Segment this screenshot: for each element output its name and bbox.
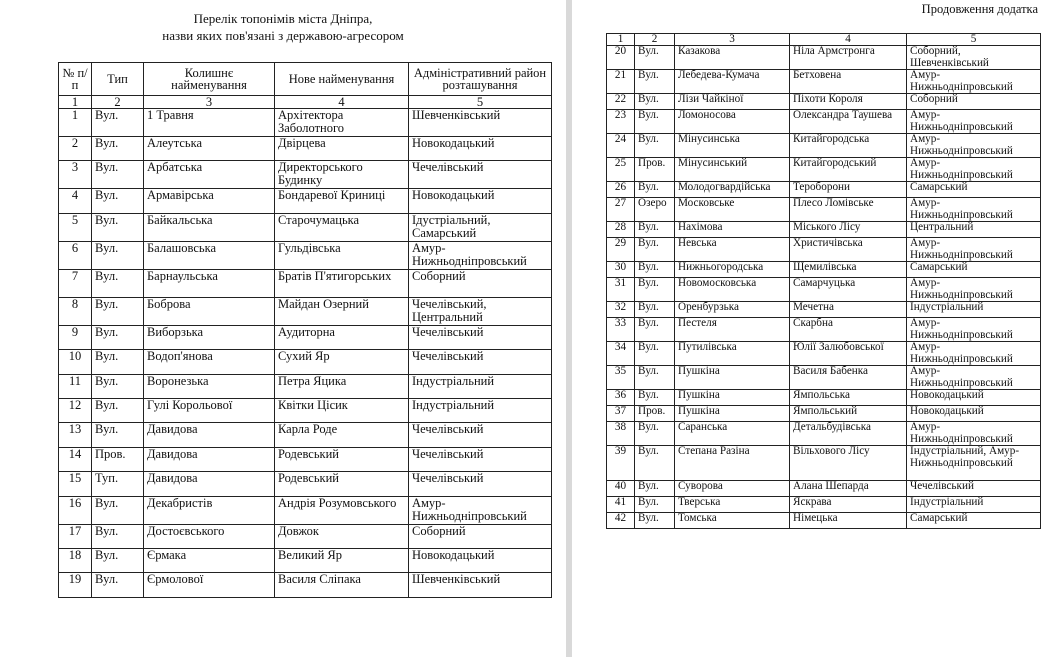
- old-name: Боброва: [144, 297, 275, 325]
- old-name: Новомосковська: [675, 278, 790, 302]
- street-type: Вул.: [92, 496, 144, 524]
- table-row: [607, 238, 1041, 262]
- row-number: 36: [607, 390, 635, 406]
- new-name: Старочумацька: [275, 213, 409, 241]
- new-name: Вільхового Лісу: [790, 446, 907, 481]
- new-name: Плесо Ломівське: [790, 198, 907, 222]
- street-type: Озеро: [635, 198, 675, 222]
- street-type: Вул.: [635, 222, 675, 238]
- street-type: Вул.: [635, 390, 675, 406]
- new-name: Олександра Таушева: [790, 110, 907, 134]
- column-number: 4: [790, 34, 907, 46]
- table-row: [607, 70, 1041, 94]
- new-name: Петра Яцика: [275, 374, 409, 398]
- street-type: Вул.: [635, 318, 675, 342]
- district: Соборний: [907, 94, 1041, 110]
- row-number: 13: [59, 423, 92, 447]
- old-name: 1 Травня: [144, 109, 275, 137]
- new-name: Піхоти Короля: [790, 94, 907, 110]
- old-name: Лізи Чайкіної: [675, 94, 790, 110]
- street-type: Вул.: [92, 398, 144, 422]
- district: Шевченківський: [409, 109, 552, 137]
- column-number: 4: [275, 96, 409, 109]
- row-number: 9: [59, 325, 92, 349]
- street-type: Вул.: [92, 161, 144, 189]
- old-name: Армавірська: [144, 189, 275, 213]
- street-type: Вул.: [92, 573, 144, 597]
- old-name: Байкальська: [144, 213, 275, 241]
- street-type: Вул.: [92, 241, 144, 269]
- table-row: [607, 422, 1041, 446]
- old-name: Достоєвського: [144, 524, 275, 548]
- district: Амур-Нижньодніпровський: [907, 110, 1041, 134]
- continuation-note: Продовження додатка: [921, 2, 1038, 16]
- old-name: Давидова: [144, 472, 275, 496]
- street-type: Пров.: [635, 158, 675, 182]
- row-number: 10: [59, 350, 92, 374]
- row-number: 2: [59, 137, 92, 161]
- new-name: Тероборони: [790, 182, 907, 198]
- table-row: [59, 241, 552, 269]
- old-name: Лебедева-Кумача: [675, 70, 790, 94]
- district: Чечелівський: [907, 481, 1041, 497]
- column-number: 5: [907, 34, 1041, 46]
- row-number: 42: [607, 513, 635, 529]
- street-type: Вул.: [635, 497, 675, 513]
- old-name: Нижньогородська: [675, 262, 790, 278]
- district: Амур-Нижньодніпровський: [907, 238, 1041, 262]
- new-name: Карла Роде: [275, 423, 409, 447]
- street-type: Вул.: [92, 423, 144, 447]
- row-number: 35: [607, 366, 635, 390]
- street-type: Вул.: [92, 213, 144, 241]
- street-type: Вул.: [635, 278, 675, 302]
- table-row: [607, 278, 1041, 302]
- street-type: Вул.: [635, 302, 675, 318]
- old-name: Ломоносова: [675, 110, 790, 134]
- old-name: Пестеля: [675, 318, 790, 342]
- row-number: 25: [607, 158, 635, 182]
- district: Новокодацький: [409, 189, 552, 213]
- street-type: Вул.: [635, 134, 675, 158]
- document-page-right: [572, 0, 1058, 657]
- district: Амур-Нижньодніпровський: [907, 318, 1041, 342]
- row-number: 41: [607, 497, 635, 513]
- old-name: Мінусинська: [675, 134, 790, 158]
- old-name: Степана Разіна: [675, 446, 790, 481]
- old-name: Мінусинський: [675, 158, 790, 182]
- new-name: Довжок: [275, 524, 409, 548]
- street-type: Вул.: [92, 189, 144, 213]
- district: Амур-Нижньодніпровський: [907, 342, 1041, 366]
- new-name: Щемилівська: [790, 262, 907, 278]
- table-row: [607, 366, 1041, 390]
- row-number: 40: [607, 481, 635, 497]
- column-numbers-row: [607, 34, 1041, 46]
- document-title: [0, 10, 566, 44]
- district: Новокодацький: [907, 406, 1041, 422]
- table-row: [607, 222, 1041, 238]
- column-number: 1: [59, 96, 92, 109]
- row-number: 3: [59, 161, 92, 189]
- row-number: 34: [607, 342, 635, 366]
- row-number: 20: [607, 46, 635, 70]
- row-number: 21: [607, 70, 635, 94]
- street-type: Вул.: [635, 262, 675, 278]
- street-type: Вул.: [635, 110, 675, 134]
- new-name: Сухий Яр: [275, 350, 409, 374]
- column-number: 2: [635, 34, 675, 46]
- street-type: Туп.: [92, 472, 144, 496]
- district: Чечелівський: [409, 350, 552, 374]
- street-type: Вул.: [635, 342, 675, 366]
- column-numbers-row: [59, 96, 552, 109]
- district: Чечелівський: [409, 447, 552, 471]
- street-type: Пров.: [92, 447, 144, 471]
- new-name: Мечетна: [790, 302, 907, 318]
- street-type: Вул.: [92, 350, 144, 374]
- table-row: [59, 496, 552, 524]
- table-row: [607, 446, 1041, 481]
- old-name: Воронезька: [144, 374, 275, 398]
- toponyms-table-part-2: [606, 33, 1041, 529]
- district: Чечелівський, Центральний: [409, 297, 552, 325]
- table-row: [607, 302, 1041, 318]
- old-name: Томська: [675, 513, 790, 529]
- new-name: Архітектора Заболотного: [275, 109, 409, 137]
- district: Індустріальний: [409, 374, 552, 398]
- table-row: [59, 573, 552, 597]
- row-number: 16: [59, 496, 92, 524]
- column-number: 3: [675, 34, 790, 46]
- header-old-name: Колишнє найменування: [144, 63, 275, 96]
- district: Амур-Нижньодніпровський: [907, 70, 1041, 94]
- district: Центральний: [907, 222, 1041, 238]
- table-row: [607, 262, 1041, 278]
- table-row: [607, 158, 1041, 182]
- street-type: Вул.: [92, 269, 144, 297]
- district: Новокодацький: [409, 548, 552, 572]
- header-new-name: Нове найменування: [275, 63, 409, 96]
- old-name: Арбатська: [144, 161, 275, 189]
- table-row: [607, 110, 1041, 134]
- district: Шевченківський: [409, 573, 552, 597]
- district: Соборний: [409, 524, 552, 548]
- old-name: Водоп'янова: [144, 350, 275, 374]
- street-type: Вул.: [635, 70, 675, 94]
- district: Новокодацький: [409, 137, 552, 161]
- column-number: 1: [607, 34, 635, 46]
- old-name: Нахімова: [675, 222, 790, 238]
- district: Індустріальний: [907, 302, 1041, 318]
- old-name: Декабристів: [144, 496, 275, 524]
- new-name: Китайгородський: [790, 158, 907, 182]
- row-number: 31: [607, 278, 635, 302]
- table-row: [59, 374, 552, 398]
- old-name: Барнаульська: [144, 269, 275, 297]
- new-name: Бетховена: [790, 70, 907, 94]
- old-name: Єрмолової: [144, 573, 275, 597]
- new-name: Міського Лісу: [790, 222, 907, 238]
- table-row: [59, 398, 552, 422]
- district: Соборний, Шевченківський: [907, 46, 1041, 70]
- district: Амур-Нижньодніпровський: [409, 241, 552, 269]
- district: Самарський: [907, 513, 1041, 529]
- old-name: Гулі Корольової: [144, 398, 275, 422]
- table-row: [607, 481, 1041, 497]
- new-name: Двірцева: [275, 137, 409, 161]
- district: Амур-Нижньодніпровський: [907, 422, 1041, 446]
- old-name: Виборзька: [144, 325, 275, 349]
- table-row: [607, 390, 1041, 406]
- table-row: [59, 423, 552, 447]
- new-name: Аудиторна: [275, 325, 409, 349]
- new-name: Юлії Залюбовської: [790, 342, 907, 366]
- new-name: Родевський: [275, 447, 409, 471]
- new-name: Китайгородська: [790, 134, 907, 158]
- table-row: [59, 213, 552, 241]
- old-name: Тверська: [675, 497, 790, 513]
- district: Індустріальний: [409, 398, 552, 422]
- toponyms-table-part-1: [58, 62, 552, 598]
- district: Новокодацький: [907, 390, 1041, 406]
- table-row: [59, 109, 552, 137]
- table-row: [607, 342, 1041, 366]
- new-name: Ямпольська: [790, 390, 907, 406]
- table-row: [59, 447, 552, 471]
- table-row: [59, 269, 552, 297]
- row-number: 26: [607, 182, 635, 198]
- table-row: [607, 198, 1041, 222]
- old-name: Казакова: [675, 46, 790, 70]
- row-number: 5: [59, 213, 92, 241]
- old-name: Молодогвардійська: [675, 182, 790, 198]
- old-name: Балашовська: [144, 241, 275, 269]
- district: Амур-Нижньодніпровський: [409, 496, 552, 524]
- district: Амур-Нижньодніпровський: [907, 366, 1041, 390]
- row-number: 29: [607, 238, 635, 262]
- old-name: Давидова: [144, 447, 275, 471]
- new-name: Ямпольський: [790, 406, 907, 422]
- row-number: 18: [59, 548, 92, 572]
- row-number: 1: [59, 109, 92, 137]
- old-name: Московське: [675, 198, 790, 222]
- street-type: Вул.: [635, 182, 675, 198]
- header-number: № п/п: [59, 63, 92, 96]
- old-name: Єрмака: [144, 548, 275, 572]
- table-header-row: [59, 63, 552, 96]
- row-number: 32: [607, 302, 635, 318]
- table-row: [59, 161, 552, 189]
- old-name: Пушкіна: [675, 390, 790, 406]
- table-row: [607, 497, 1041, 513]
- street-type: Вул.: [635, 366, 675, 390]
- street-type: Вул.: [92, 325, 144, 349]
- title-line-2: назви яких пов'язані з державою-агресором: [162, 28, 404, 43]
- district: Амур-Нижньодніпровський: [907, 158, 1041, 182]
- district: Індустріальний: [907, 497, 1041, 513]
- district: Самарський: [907, 262, 1041, 278]
- district: Амур-Нижньодніпровський: [907, 198, 1041, 222]
- row-number: 4: [59, 189, 92, 213]
- row-number: 38: [607, 422, 635, 446]
- row-number: 39: [607, 446, 635, 481]
- title-line-1: Перелік топонімів міста Дніпра,: [193, 11, 373, 26]
- new-name: Яскрава: [790, 497, 907, 513]
- row-number: 17: [59, 524, 92, 548]
- row-number: 37: [607, 406, 635, 422]
- district: Амур-Нижньодніпровський: [907, 134, 1041, 158]
- new-name: Алана Шепарда: [790, 481, 907, 497]
- street-type: Вул.: [635, 481, 675, 497]
- new-name: Ніла Армстронга: [790, 46, 907, 70]
- row-number: 14: [59, 447, 92, 471]
- header-district: Адміністративний район розташування: [409, 63, 552, 96]
- old-name: Оренбурзька: [675, 302, 790, 318]
- old-name: Давидова: [144, 423, 275, 447]
- new-name: Гульдівська: [275, 241, 409, 269]
- street-type: Вул.: [635, 446, 675, 481]
- row-number: 28: [607, 222, 635, 238]
- district: Індустріальний, Амур-Нижньодніпровський: [907, 446, 1041, 481]
- district: Чечелівський: [409, 161, 552, 189]
- row-number: 15: [59, 472, 92, 496]
- old-name: Путилівська: [675, 342, 790, 366]
- new-name: Самарчуцька: [790, 278, 907, 302]
- row-number: 12: [59, 398, 92, 422]
- table-row: [59, 325, 552, 349]
- table-row: [59, 350, 552, 374]
- district: Ідустріальний, Самарський: [409, 213, 552, 241]
- old-name: Пушкіна: [675, 406, 790, 422]
- table-row: [607, 513, 1041, 529]
- table-row: [59, 189, 552, 213]
- row-number: 30: [607, 262, 635, 278]
- new-name: Скарбна: [790, 318, 907, 342]
- new-name: Василя Сліпака: [275, 573, 409, 597]
- street-type: Пров.: [635, 406, 675, 422]
- old-name: Алеутська: [144, 137, 275, 161]
- table-row: [607, 46, 1041, 70]
- table-row: [607, 182, 1041, 198]
- new-name: Великий Яр: [275, 548, 409, 572]
- district: Самарський: [907, 182, 1041, 198]
- street-type: Вул.: [92, 548, 144, 572]
- table-row: [59, 137, 552, 161]
- new-name: Братів П'ятигорських: [275, 269, 409, 297]
- old-name: Невська: [675, 238, 790, 262]
- table-row: [607, 134, 1041, 158]
- street-type: Вул.: [92, 137, 144, 161]
- street-type: Вул.: [92, 524, 144, 548]
- street-type: Вул.: [92, 374, 144, 398]
- old-name: Пушкіна: [675, 366, 790, 390]
- new-name: Майдан Озерний: [275, 297, 409, 325]
- table-row: [59, 297, 552, 325]
- district: Амур-Нижньодніпровський: [907, 278, 1041, 302]
- row-number: 33: [607, 318, 635, 342]
- row-number: 27: [607, 198, 635, 222]
- district: Соборний: [409, 269, 552, 297]
- table-row: [59, 524, 552, 548]
- new-name: Христичівська: [790, 238, 907, 262]
- street-type: Вул.: [635, 46, 675, 70]
- row-number: 7: [59, 269, 92, 297]
- new-name: Німецька: [790, 513, 907, 529]
- new-name: Родевський: [275, 472, 409, 496]
- header-type: Тип: [92, 63, 144, 96]
- district: Чечелівський: [409, 423, 552, 447]
- table-row: [607, 94, 1041, 110]
- new-name: Детальбудівська: [790, 422, 907, 446]
- column-number: 5: [409, 96, 552, 109]
- new-name: Квітки Цісик: [275, 398, 409, 422]
- street-type: Вул.: [635, 94, 675, 110]
- old-name: Суворова: [675, 481, 790, 497]
- row-number: 19: [59, 573, 92, 597]
- district: Чечелівський: [409, 325, 552, 349]
- street-type: Вул.: [92, 109, 144, 137]
- old-name: Саранська: [675, 422, 790, 446]
- table-row: [607, 318, 1041, 342]
- street-type: Вул.: [635, 422, 675, 446]
- street-type: Вул.: [635, 513, 675, 529]
- new-name: Бондаревої Криниці: [275, 189, 409, 213]
- table-row: [59, 472, 552, 496]
- table-row: [607, 406, 1041, 422]
- row-number: 24: [607, 134, 635, 158]
- row-number: 23: [607, 110, 635, 134]
- table-row: [59, 548, 552, 572]
- new-name: Василя Бабенка: [790, 366, 907, 390]
- column-number: 2: [92, 96, 144, 109]
- row-number: 8: [59, 297, 92, 325]
- row-number: 6: [59, 241, 92, 269]
- street-type: Вул.: [92, 297, 144, 325]
- new-name: Директорського Будинку: [275, 161, 409, 189]
- column-number: 3: [144, 96, 275, 109]
- row-number: 22: [607, 94, 635, 110]
- street-type: Вул.: [635, 238, 675, 262]
- row-number: 11: [59, 374, 92, 398]
- district: Чечелівський: [409, 472, 552, 496]
- new-name: Андрія Розумовського: [275, 496, 409, 524]
